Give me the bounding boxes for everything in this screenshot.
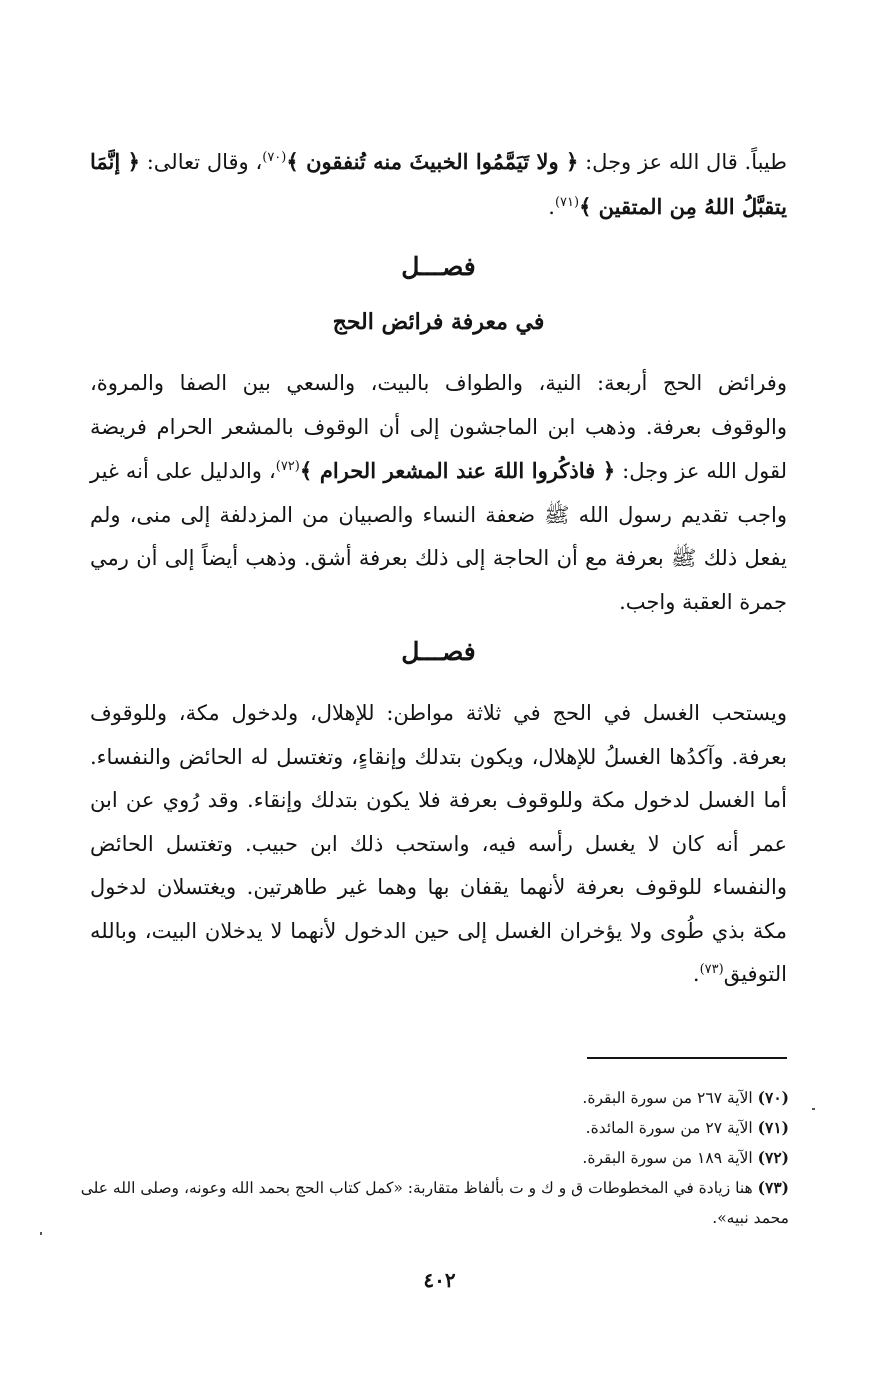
- footnote-ref-70[interactable]: (٧٠): [262, 150, 287, 165]
- intro-text-end: .: [548, 194, 555, 219]
- intro-text: [90, 140, 787, 229]
- footnote-text: الآية ٢٦٧ من سورة البقرة.: [582, 1089, 758, 1107]
- footnote-text: هنا زيادة في المخطوطات ق و ك و ت بألفاظ متقاربة: «كمل كتاب الحج بحمد الله وعونه، وصلى الله على محمد نبيه».: [80, 1179, 789, 1227]
- footnote-73: [78, 1173, 789, 1233]
- section-subheading-1: في معرفة فرائض الحج: [332, 309, 545, 335]
- footnote-number: (٧٠): [757, 1088, 789, 1107]
- section1-paragraph: [90, 362, 787, 624]
- footnote-number: (٧٢): [757, 1148, 789, 1167]
- scan-speck: [40, 1232, 42, 1235]
- section-heading-1: فصـــل: [401, 252, 476, 281]
- footnote-ref-71[interactable]: (٧١): [554, 194, 580, 210]
- footnote-ref-73[interactable]: (٧٣): [699, 962, 724, 977]
- quran-verse-2: ﴿ إنَّمَا يتقبَّلُ اللهُ مِن المتقين ﴾: [90, 149, 787, 219]
- scan-speck: [812, 1108, 815, 1110]
- quran-verse-1: ﴿ ولا تَيَمَّمُوا الخبيثَ منه تُنفقون ﴾: [286, 149, 579, 174]
- section2-text: [90, 692, 787, 997]
- section1-text-end: ، والدليل على أنه غير واجب تقديم رسول الله ﷺ ضعفة النساء والصبيان من المزدلفة إلى منى، ولم يفعل ذلك ﷺ بعرفة مع أن الحاجة إلى ذلك بعرفة أشق. وذهب أيضاً إلى أن رمي جمرة العقبة واجب.: [90, 459, 787, 614]
- footnote-number: (٧١): [757, 1118, 789, 1137]
- section1-text-start: وفرائض الحج أربعة: النية، والطواف بالبيت، والسعي بين الصفا والمروة، والوقوف بعرفة. وذهب ابن الماجشون إلى أن الوقوف بالمشعر الحرام فريضة لقول الله عز وجل:: [90, 371, 787, 483]
- intro-text-mid: ، وقال تعالى:: [146, 150, 263, 174]
- footnote-72: [78, 1143, 789, 1173]
- section2-paragraph: [90, 692, 787, 997]
- footnote-70: [78, 1083, 789, 1113]
- intro-text-start: طيباً. قال الله عز وجل:: [578, 150, 787, 174]
- section2-text-body: ويستحب الغسل في الحج في ثلاثة مواطن: للإهلال، ولدخول مكة، وللوقوف بعرفة. وآكدُها الغسلُ للإهلال، ويكون بتدلك وإنقاءٍ، وتغتسل له الحائض والنفساء. أما الغسل لدخول مكة وللوقوف بعرفة فلا يكون بتدلك وإنقاء. وقد رُوي عن ابن عمر أنه كان لا يغسل رأسه فيه، واستحب ذلك ابن حبيب. وتغتسل الحائض والنفساء للوقوف بعرفة لأنهما يقفان بها وهما غير طاهرتين. ويغتسلان لدخول مكة بذي طُوى ولا يؤخران الغسل إلى حين الدخول لأنهما لا يدخلان البيت، وبالله التوفيق: [90, 701, 787, 986]
- footnote-text: الآية ١٨٩ من سورة البقرة.: [582, 1149, 758, 1167]
- page-number: ٤٠٢: [423, 1268, 456, 1292]
- quran-verse-3: ﴿ فاذكُروا اللهَ عند المشعر الحرام ﴾: [299, 458, 616, 483]
- footnote-ref-72[interactable]: (٧٢): [275, 459, 300, 474]
- footnote-number: (٧٣): [757, 1178, 789, 1197]
- section-heading-2: فصـــل: [401, 637, 476, 666]
- footnote-text: الآية ٢٧ من سورة المائدة.: [585, 1119, 758, 1137]
- footnote-71: [78, 1113, 789, 1143]
- section1-text: [90, 362, 787, 624]
- footnote-separator: [587, 1057, 787, 1059]
- section2-text-end: .: [692, 962, 700, 986]
- footnotes: [78, 1083, 789, 1233]
- intro-paragraph: [90, 140, 787, 229]
